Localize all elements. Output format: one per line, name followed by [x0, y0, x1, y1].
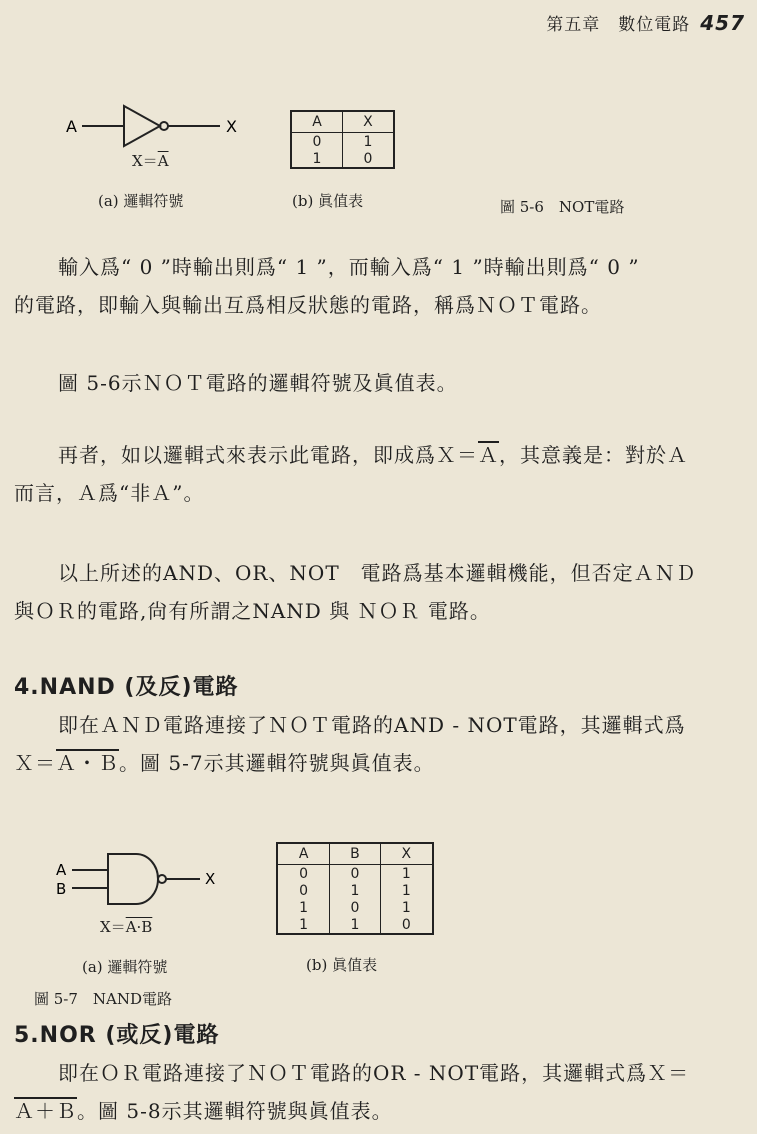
not-expression [132, 150, 169, 171]
nand-input-a-label: A [56, 861, 67, 879]
sec5-over: Ａ＋Ｂ [14, 1099, 77, 1123]
tt-cell: 0 [342, 150, 394, 168]
paragraph-3-line-2: 而言，Ａ爲“非Ａ”。 [14, 481, 205, 505]
not-expr-over: $\overline{A}$ [157, 152, 169, 170]
tt-cell: 0 [380, 916, 433, 934]
page-header [546, 10, 745, 35]
sec5-post: 。圖 5-8示其邏輯符號與眞值表。 [77, 1099, 393, 1123]
tt-cell: 1 [330, 916, 380, 934]
nand-gate-symbol [52, 850, 252, 910]
section-4-heading: 4.NAND (及反)電路 [14, 675, 239, 700]
p3-pre: 再者，如以邏輯式來表示此電路，即成爲Ｘ＝ [58, 443, 478, 467]
tt-cell: 1 [277, 899, 330, 916]
tt-header: B [330, 843, 380, 865]
tt-cell: 0 [277, 882, 330, 899]
section-5-line-1: 即在ＯＲ電路連接了ＮＯＴ電路的OR - NOT電路，其邏輯式爲Ｘ＝ [58, 1061, 690, 1085]
tt-header: A [291, 111, 342, 133]
not-input-label: A [66, 117, 77, 136]
paragraph-4-line-2: 與ＯＲ的電路,尙有所謂之NAND 與 ＮＯＲ 電路。 [14, 599, 491, 623]
section-5-heading: 5.NOR (或反)電路 [14, 1023, 220, 1048]
nand-truth-table [276, 842, 434, 935]
tt-header: X [342, 111, 394, 133]
p3-post: ，其意義是：對於Ａ [499, 443, 688, 467]
tt-cell: 0 [291, 133, 342, 151]
tt-cell: 1 [277, 916, 330, 934]
fig57-caption: 圖 5-7 NAND電路 [34, 990, 173, 1008]
page-number: 457 [700, 11, 745, 35]
tt-header: A [277, 843, 330, 865]
nand-body [108, 854, 158, 904]
tt-cell: 1 [380, 899, 433, 916]
tt-cell: 0 [330, 865, 380, 883]
tt-cell: 1 [380, 882, 433, 899]
tt-cell: 1 [342, 133, 394, 151]
not-output-label: X [226, 117, 237, 136]
nand-expr-left: X＝ [100, 918, 126, 936]
fig57-caption-b: (b) 眞值表 [306, 956, 378, 974]
section-5-line-2 [14, 1092, 744, 1130]
tt-cell: 1 [291, 150, 342, 168]
p3-over: $\overline{A}$ [478, 443, 499, 467]
paragraph-4-line-1: 以上所述的AND、OR、NOT 電路爲基本邏輯機能，但否定ＡＮＤ [58, 561, 697, 585]
nand-gate-diagram [52, 850, 252, 910]
fig56-caption-a: (a) 邏輯符號 [98, 192, 184, 210]
not-truth-table [290, 110, 395, 169]
not-expr-left: X＝ [132, 152, 158, 170]
fig57-caption-a: (a) 邏輯符號 [82, 958, 168, 976]
section-4-line-1: 即在ＡＮＤ電路連接了ＮＯＴ電路的AND - NOT電路，其邏輯式爲 [58, 713, 686, 737]
paragraph-2: 圖 5-6示ＮＯＴ電路的邏輯符號及眞值表。 [58, 371, 458, 395]
chapter-title: 第五章 數位電路 [546, 15, 691, 35]
sec4-over: Ａ・Ｂ [56, 751, 119, 775]
paragraph-1-line-2: 的電路，即輸入與輸出互爲相反狀態的電路，稱爲ＮＯＴ電路。 [14, 293, 602, 317]
nand-output-label: X [205, 870, 216, 888]
nand-bubble [158, 875, 166, 883]
tt-cell: 1 [330, 882, 380, 899]
fig56-caption: 圖 5-6 NOT電路 [500, 198, 625, 216]
nand-expr-over: A·B [125, 918, 153, 936]
paragraph-1-line-1: 輸入爲“ 0 ”時輸出則爲“ 1 ”，而輸入爲“ 1 ”時輸出則爲“ 0 ” [58, 255, 640, 279]
paragraph-3-line-1 [14, 436, 744, 474]
section-4-line-2 [14, 744, 744, 782]
tt-cell: 1 [380, 865, 433, 883]
sec4-pre: Ｘ＝ [14, 751, 56, 775]
tt-cell: 0 [330, 899, 380, 916]
tt-cell: 0 [277, 865, 330, 883]
sec4-post: 。圖 5-7示其邏輯符號與眞值表。 [119, 751, 435, 775]
not-triangle [124, 106, 160, 146]
tt-header: X [380, 843, 433, 865]
nand-input-b-label: B [56, 880, 67, 898]
fig56-caption-b: (b) 眞值表 [292, 192, 364, 210]
nand-expression [100, 916, 152, 937]
